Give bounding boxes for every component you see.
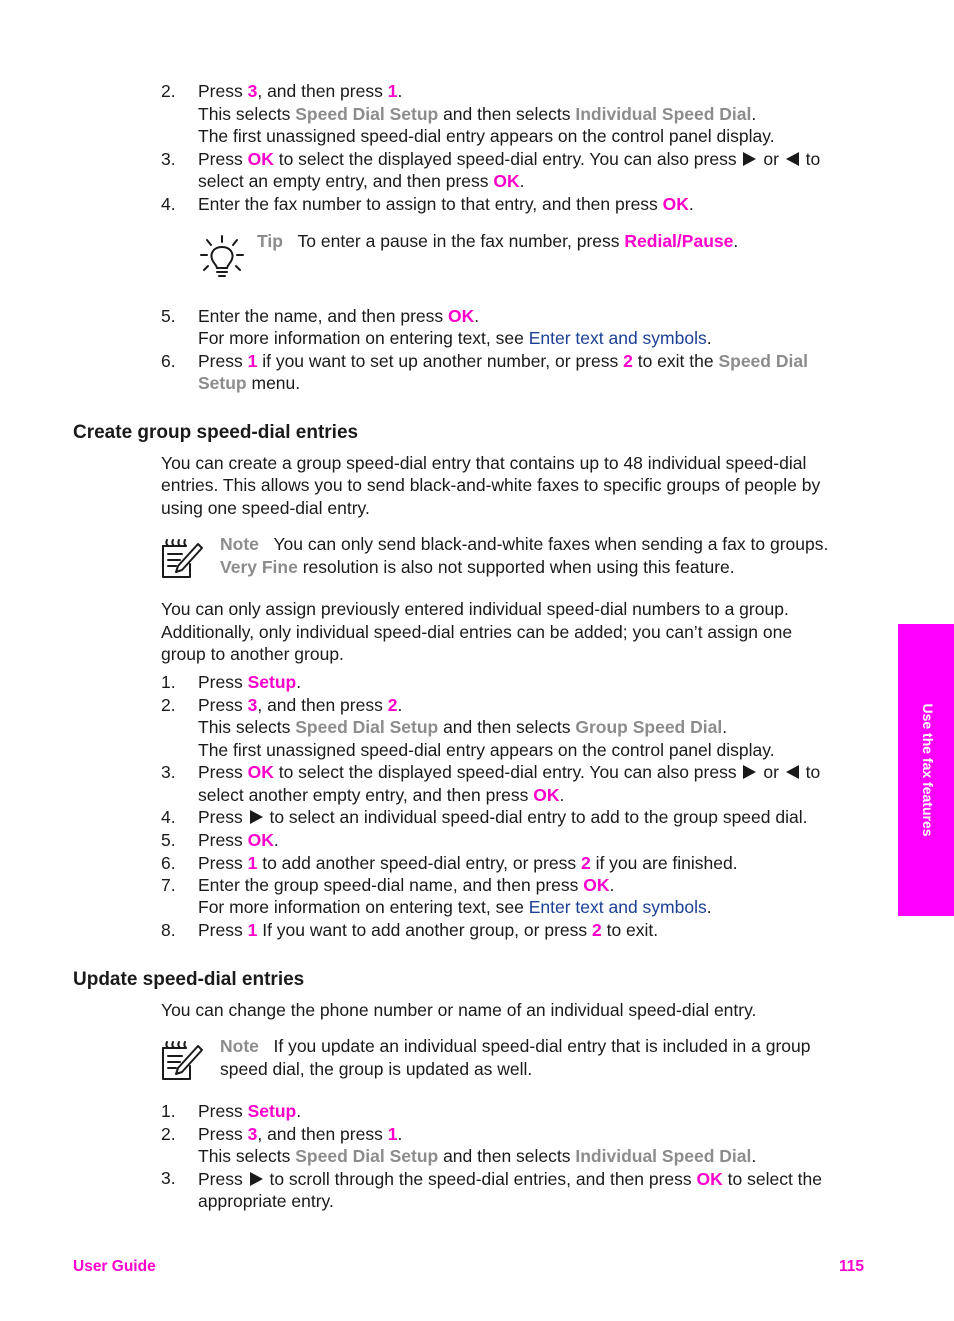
step-text: Press OK to select the displayed speed-dial entry. You can also press or to: [198, 762, 821, 782]
section-heading: Create group speed-dial entries: [73, 422, 359, 443]
step-text: Enter the fax number to assign to that entry, and then press OK.: [198, 194, 694, 214]
footer-title: User Guide: [73, 1258, 156, 1275]
step-text: Press 1 if you want to set up another number, or press 2 to exit the Speed Dial: [198, 351, 808, 371]
step-text: Press 3, and then press 1.: [198, 1124, 403, 1144]
paragraph-line: You can only assign previously entered individual speed-dial numbers to a group.: [161, 599, 789, 619]
paragraph-line: using one speed-dial entry.: [161, 498, 370, 518]
note-text: Very Fine resolution is also not supported when using this feature.: [220, 557, 735, 577]
paragraph-line: group to another group.: [161, 644, 344, 664]
paragraph-line: You can create a group speed-dial entry that contains up to 48 individual speed-dial: [161, 453, 807, 473]
list-number: 2.: [161, 81, 176, 101]
list-number: 8.: [161, 920, 176, 940]
list-number: 1.: [161, 1101, 176, 1121]
note-pad-icon: [160, 536, 204, 580]
list-number: 6.: [161, 853, 176, 873]
step-text: Press 3, and then press 2.: [198, 695, 403, 715]
step-text: Press OK.: [198, 830, 279, 850]
page-number: 115: [839, 1258, 865, 1275]
step-text: select an empty entry, and then press OK.: [198, 171, 525, 191]
step-text: Press Setup.: [198, 672, 302, 692]
arrow-right-icon: [743, 765, 756, 779]
paragraph-line: Additionally, only individual speed-dial entries can be added; you can’t assign one: [161, 622, 793, 642]
list-number: 7.: [161, 875, 176, 895]
section-heading: Update speed-dial entries: [73, 969, 305, 990]
step-text: Enter the name, and then press OK.: [198, 306, 480, 326]
paragraph-line: You can change the phone number or name of an individual speed-dial entry.: [161, 1000, 757, 1020]
step-text: Press 3, and then press 1.: [198, 81, 403, 101]
note-pad-icon: [160, 1038, 204, 1082]
list-number: 2.: [161, 1124, 176, 1144]
step-text: appropriate entry.: [198, 1191, 334, 1211]
note-text: Note You can only send black-and-white faxes when sending a fax to groups.: [220, 534, 829, 554]
link-enter-text[interactable]: Enter text and symbols: [528, 328, 707, 348]
list-number: 4.: [161, 194, 176, 214]
list-number: 4.: [161, 807, 176, 827]
step-text: For more information on entering text, see Enter text and symbols.: [198, 328, 712, 348]
arrow-right-icon: [743, 152, 756, 166]
step-text: Press 1 If you want to add another group, or press 2 to exit.: [198, 920, 659, 940]
arrow-left-icon: [786, 152, 799, 166]
paragraph-line: entries. This allows you to send black-and-white faxes to specific groups of people by: [161, 475, 821, 495]
step-text: select another empty entry, and then press OK.: [198, 785, 565, 805]
step-text: This selects Speed Dial Setup and then selects Individual Speed Dial.: [198, 104, 757, 124]
step-text: For more information on entering text, see Enter text and symbols.: [198, 897, 712, 917]
list-number: 5.: [161, 306, 176, 326]
step-text: The first unassigned speed-dial entry appears on the control panel display.: [198, 126, 775, 146]
list-number: 3.: [161, 1168, 176, 1188]
arrow-right-icon: [250, 810, 263, 824]
step-text: Enter the group speed-dial name, and then press OK.: [198, 875, 615, 895]
step-text: This selects Speed Dial Setup and then selects Group Speed Dial.: [198, 717, 728, 737]
list-number: 2.: [161, 695, 176, 715]
arrow-right-icon: [250, 1172, 263, 1186]
arrow-left-icon: [786, 765, 799, 779]
step-text: This selects Speed Dial Setup and then selects Individual Speed Dial.: [198, 1146, 757, 1166]
tip-text: Tip To enter a pause in the fax number, press Redial/Pause.: [257, 231, 739, 251]
link-enter-text[interactable]: Enter text and symbols: [528, 897, 707, 917]
step-text: Press to select an individual speed-dial entry to add to the group speed dial.: [198, 807, 808, 827]
list-number: 6.: [161, 351, 176, 371]
list-number: 1.: [161, 672, 176, 692]
step-text: Press Setup.: [198, 1101, 302, 1121]
step-text: Press 1 to add another speed-dial entry, or press 2 if you are finished.: [198, 853, 738, 873]
step-text: Setup menu.: [198, 373, 301, 393]
chapter-side-tab-label: Use the fax features: [920, 703, 936, 837]
lightbulb-tip-icon: [199, 234, 245, 282]
note-text: Note If you update an individual speed-dial entry that is included in a group: [220, 1036, 811, 1056]
list-number: 5.: [161, 830, 176, 850]
step-text: Press OK to select the displayed speed-dial entry. You can also press or to: [198, 149, 821, 169]
list-number: 3.: [161, 762, 176, 782]
step-text: Press to scroll through the speed-dial entries, and then press OK to select the: [198, 1169, 823, 1189]
list-number: 3.: [161, 149, 176, 169]
note-text: speed dial, the group is updated as well.: [220, 1059, 533, 1079]
step-text: The first unassigned speed-dial entry appears on the control panel display.: [198, 740, 775, 760]
